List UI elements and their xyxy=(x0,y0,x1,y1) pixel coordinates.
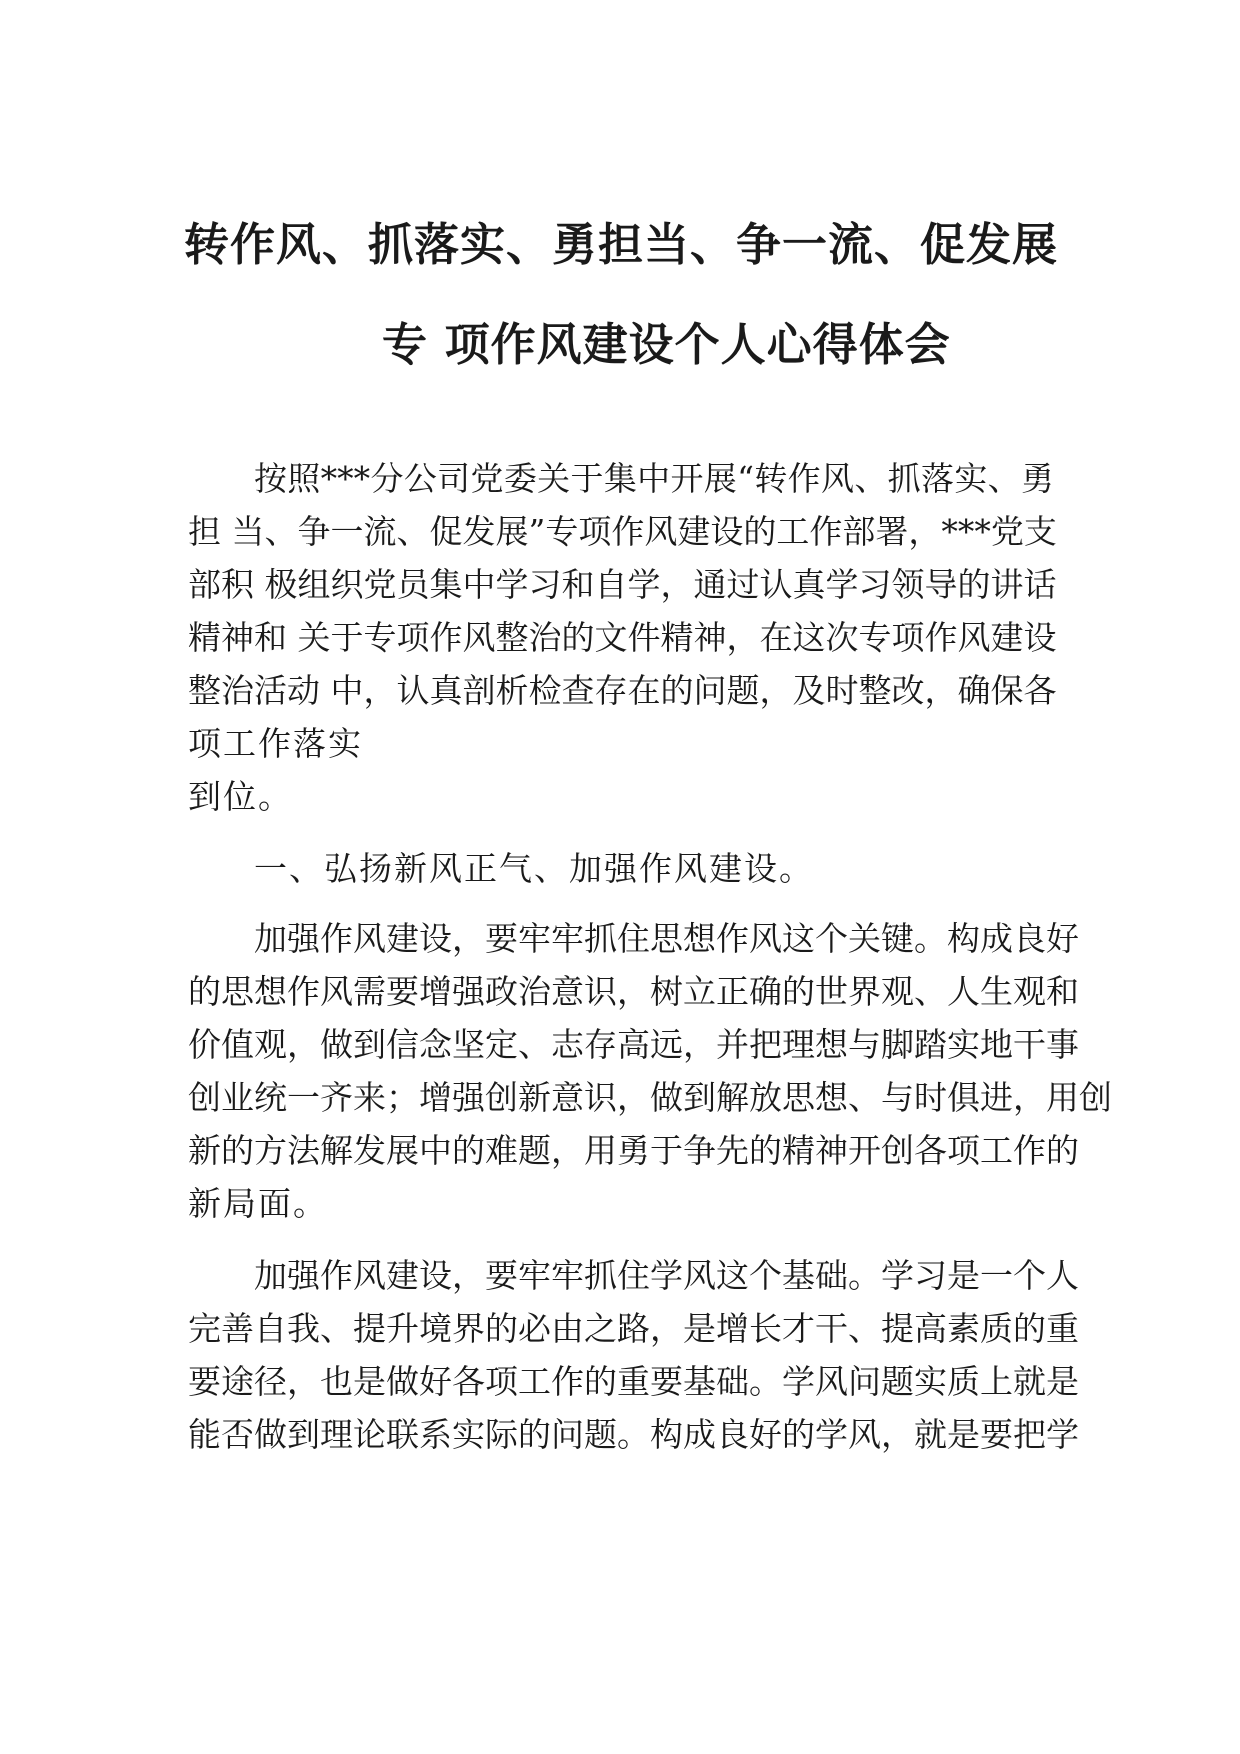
paragraph-2-line-3: 价值观，做到信念坚定、志存高远，并把理想与脚踏实地干事 xyxy=(188,1025,1079,1064)
section-heading-1: 一、弘扬新风正气、加强作风建设。 xyxy=(254,849,814,888)
paragraph-1-line-5: 整治活动 中，认真剖析检查存在的问题，及时整改，确保各 xyxy=(188,671,1057,710)
paragraph-1-line-4: 精神和 关于专项作风整治的文件精神，在这次专项作风建设 xyxy=(188,618,1057,657)
paragraph-3-line-2: 完善自我、提升境界的必由之路，是增长才干、提高素质的重 xyxy=(188,1309,1079,1348)
paragraph-2-line-2: 的思想作风需要增强政治意识，树立正确的世界观、人生观和 xyxy=(188,972,1079,1011)
paragraph-2-line-4: 创业统一齐来；增强创新意识，做到解放思想、与时俱进，用创 xyxy=(188,1078,1112,1117)
paragraph-1-line-1: 按照***分公司党委关于集中开展“转作风、抓落实、勇 xyxy=(254,459,1054,498)
paragraph-1-line-6: 项工作落实 xyxy=(188,724,363,763)
paragraph-1-line-3: 部积 极组织党员集中学习和自学，通过认真学习领导的讲话 xyxy=(188,565,1057,604)
document-title-line-2: 专 项作风建设个人心得体会 xyxy=(382,318,951,371)
paragraph-3-line-1: 加强作风建设，要牢牢抓住学风这个基础。学习是一个人 xyxy=(254,1256,1079,1295)
paragraph-3-line-3: 要途径，也是做好各项工作的重要基础。学风问题实质上就是 xyxy=(188,1362,1079,1401)
paragraph-1-line-2: 担 当、争一流、促发展”专项作风建设的工作部署，***党支 xyxy=(188,512,1057,551)
paragraph-3-line-4: 能否做到理论联系实际的问题。构成良好的学风，就是要把学 xyxy=(188,1415,1079,1454)
paragraph-1-line-7: 到位。 xyxy=(188,777,293,816)
paragraph-2-line-5: 新的方法解发展中的难题，用勇于争先的精神开创各项工作的 xyxy=(188,1131,1079,1170)
paragraph-2-line-6: 新局面。 xyxy=(188,1184,328,1223)
paragraph-2-line-1: 加强作风建设，要牢牢抓住思想作风这个关键。构成良好 xyxy=(254,919,1079,958)
document-title-line-1: 转作风、抓落实、勇担当、争一流、促发展 xyxy=(184,218,1059,271)
